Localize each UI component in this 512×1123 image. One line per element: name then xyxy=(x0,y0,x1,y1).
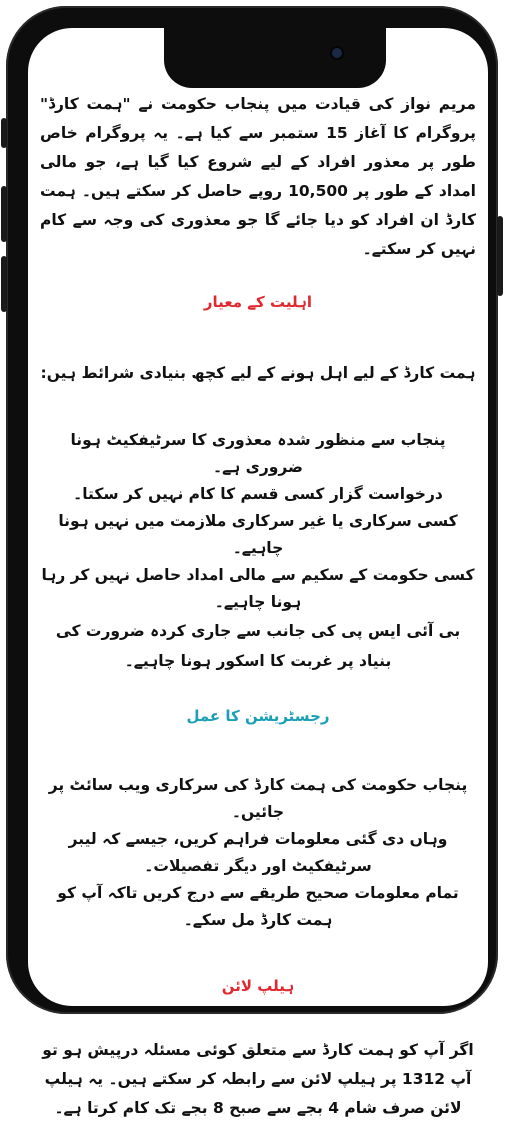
eligibility-item: پنجاب سے منظور شدہ معذوری کا سرٹیفکیٹ ہونا ضروری ہے۔ xyxy=(70,431,446,476)
phone-screen xyxy=(28,28,488,1117)
eligibility-item: کسی حکومت کے سکیم سے مالی امداد حاصل نہیں کر رہا ہونا چاہیے۔ xyxy=(41,566,475,611)
volume-down-button xyxy=(1,256,7,312)
registration-item: وہاں دی گئی معلومات فراہم کریں، جیسے کہ لیبر سرٹیفکیٹ اور دیگر تفصیلات۔ xyxy=(68,830,448,875)
article-body xyxy=(40,90,476,1117)
camera-icon xyxy=(332,48,342,58)
helpline-heading: ہیلپ لائن xyxy=(221,977,295,995)
registration-heading: رجسٹریشن کا عمل xyxy=(186,707,330,725)
power-button xyxy=(497,216,503,296)
registration-item: تمام معلومات صحیح طریقے سے درج کریں تاکہ آپ کو ہمت کارڈ مل سکے۔ xyxy=(57,884,459,929)
volume-up-button xyxy=(1,186,7,242)
intro-paragraph: مریم نواز کی قیادت میں پنجاب حکومت نے "ہمت کارڈ" پروگرام کا آغاز 15 ستمبر سے کیا ہے۔ یہ پروگرام خاص طور پر معذور افراد کے لیے شروع کیا گیا ہے، جو مالی امداد کے طور پر 10,500 روپے حاصل کر سکتے ہیں۔ ہمت کارڈ ان افراد کو دیا جائے گا جو معذوری کی وجہ سے کام نہیں کر سکتے۔ xyxy=(40,95,476,258)
eligibility-item: درخواست گزار کسی قسم کا کام نہیں کر سکتا۔ xyxy=(73,485,443,503)
phone-frame xyxy=(6,6,498,1117)
eligibility-item: کسی سرکاری یا غیر سرکاری ملازمت میں نہیں ہونا چاہیے۔ xyxy=(58,512,458,557)
registration-item: پنجاب حکومت کی ہمت کارڈ کی سرکاری ویب سائٹ پر جائیں۔ xyxy=(48,776,468,821)
notch xyxy=(164,28,386,88)
eligibility-item: بی آئی ایس پی کی جانب سے جاری کردہ ضرورت کی بنیاد پر غربت کا اسکور ہونا چاہیے۔ xyxy=(55,622,461,670)
eligibility-lead: ہمت کارڈ کے لیے اہل ہونے کے لیے کچھ بنیادی شرائط ہیں: xyxy=(40,364,476,382)
helpline-paragraph: اگر آپ کو ہمت کارڈ سے متعلق کوئی مسئلہ درپیش ہو تو آپ 1312 پر ہیلپ لائن سے رابطہ کر سکتے ہیں۔ یہ ہیلپ لائن صرف شام 4 بجے سے صبح 8 بجے تک کام کرتا ہے۔ xyxy=(42,1041,474,1117)
mute-switch xyxy=(1,118,7,148)
eligibility-heading: اہلیت کے معیار xyxy=(203,293,313,311)
